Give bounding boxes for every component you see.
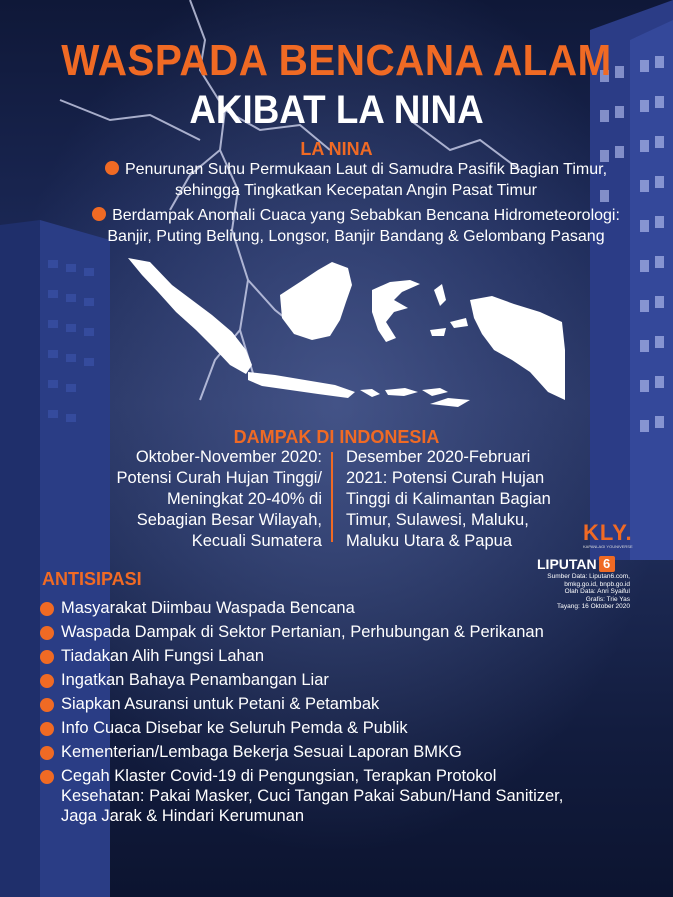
credit-source-2: bmkg.go.id, bnpb.go.id: [564, 580, 630, 588]
la-nina-item-2: [66, 205, 646, 247]
list-item: [40, 766, 640, 826]
list-item-text: Siapkan Asuransi untuk Petani & Petambak: [61, 695, 380, 713]
impact-right-line: Desember 2020-Februari: [346, 448, 531, 466]
la-nina-item-2-line1: Berdampak Anomali Cuaca yang Sebabkan Bencana Hidrometeorologi:: [112, 207, 620, 224]
impact-left: [117, 447, 322, 552]
list-item: [40, 718, 640, 738]
credit-source-1: Sumber Data: Liputan6.com,: [547, 573, 630, 580]
bullet-icon: [40, 650, 54, 664]
credit-tayang: Tayang: 16 Oktober 2020: [557, 603, 630, 611]
la-nina-heading: LA NINA: [300, 139, 373, 159]
impact-left-line: Kecuali Sumatera: [191, 532, 322, 550]
credit-grafis: Grafis: Trie Yas: [585, 595, 630, 603]
list-item-text: Masyarakat Diimbau Waspada Bencana: [61, 599, 355, 617]
list-item: [40, 670, 640, 690]
kly-logo-subtitle: KAPANLAGI YOUNIVERSE: [583, 544, 633, 549]
list-item-text-line: Cegah Klaster Covid-19 di Pengungsian, Terapkan Protokol: [61, 767, 497, 785]
bullet-icon: [40, 770, 54, 784]
bullet-icon: [40, 698, 54, 712]
bullet-icon: [40, 674, 54, 688]
list-item-text-line: Jaga Jarak & Hindari Kerumunan: [61, 807, 305, 825]
list-item-text: Ingatkan Bahaya Penambangan Liar: [61, 671, 329, 689]
impact-right: [346, 447, 551, 552]
list-item: [40, 694, 640, 714]
liputan6-logo-number: 6: [599, 556, 615, 572]
bullet-icon: [105, 161, 119, 175]
list-item-text: Kementerian/Lembaga Bekerja Sesuai Laporan BMKG: [61, 743, 462, 761]
liputan6-logo-text: LIPUTAN: [537, 556, 597, 572]
impact-right-line: Maluku Utara & Papua: [346, 532, 513, 550]
list-item-text: Info Cuaca Disebar ke Seluruh Pemda & Publik: [61, 719, 408, 737]
bullet-icon: [40, 602, 54, 616]
impact-left-line: Sebagian Besar Wilayah,: [136, 511, 322, 529]
bullet-icon: [40, 626, 54, 640]
list-item: [40, 622, 640, 642]
impact-left-line: Oktober-November 2020:: [135, 448, 322, 466]
kly-logo: KLY.: [583, 520, 633, 545]
la-nina-item-1: [66, 159, 646, 201]
bullet-icon: [40, 722, 54, 736]
impact-left-line: Meningkat 20-40% di: [166, 490, 322, 508]
list-item: [40, 595, 640, 618]
list-item: [40, 646, 640, 666]
la-nina-item-2-line2: Banjir, Puting Beliung, Longsor, Banjir Bandang & Gelombang Pasang: [107, 228, 605, 245]
impact-right-line: 2021: Potensi Curah Hujan: [346, 469, 545, 487]
bullet-icon: [40, 746, 54, 760]
impact-divider: [331, 452, 333, 542]
impact-right-line: Tinggi di Kalimantan Bagian: [346, 490, 551, 508]
credit-olah: Olah Data: Anri Syaiful: [564, 588, 630, 596]
la-nina-item-1-line2: sehingga Tingkatkan Kecepatan Angin Pasat Timur: [174, 182, 537, 199]
impact-left-line: Potensi Curah Hujan Tinggi/: [116, 469, 322, 487]
impact-right-line: Timur, Sulawesi, Maluku,: [346, 511, 529, 529]
la-nina-item-1-line1: Penurunan Suhu Permukaan Laut di Samudra Pasifik Bagian Timur,: [124, 161, 608, 178]
antisipasi-heading: ANTISIPASI: [42, 569, 142, 589]
title-line-2: AKIBAT LA NINA: [189, 88, 484, 132]
title-line-1: WASPADA BENCANA ALAM: [61, 36, 612, 85]
antisipasi-list: [40, 595, 640, 830]
list-item-text: Waspada Dampak di Sektor Pertanian, Perhubungan & Perikanan: [61, 623, 544, 641]
list-item-text: Tiadakan Alih Fungsi Lahan: [61, 647, 265, 665]
bullet-icon: [92, 207, 106, 221]
list-item: [40, 742, 640, 762]
liputan6-logo: [537, 556, 615, 572]
impact-heading: DAMPAK DI INDONESIA: [233, 427, 440, 447]
list-item-text-line: Kesehatan: Pakai Masker, Cuci Tangan Pakai Sabun/Hand Sanitizer,: [61, 787, 564, 805]
